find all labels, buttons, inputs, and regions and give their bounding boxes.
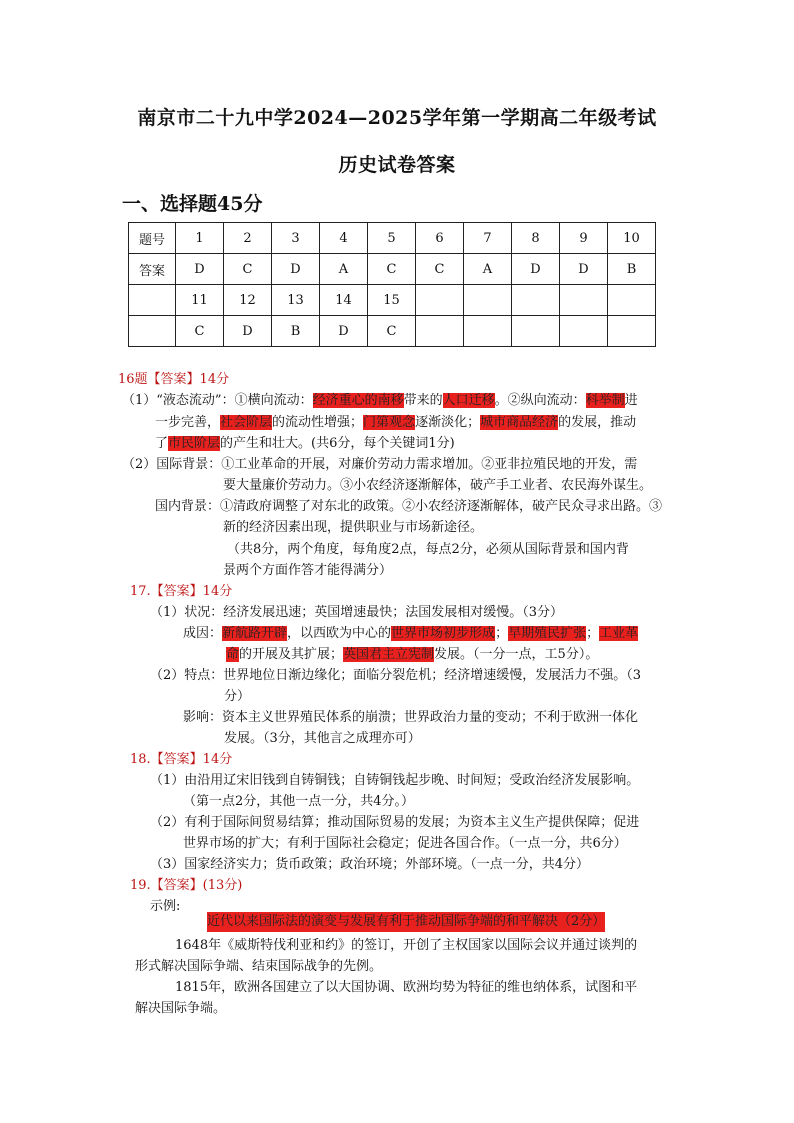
q16-line: 要大量廉价劳动力。③小农经济逐渐解体，破产手工业者、农民海外谋生。 xyxy=(223,478,653,493)
table-cell xyxy=(464,285,512,316)
table-cell: D xyxy=(224,316,272,347)
table-cell: A xyxy=(320,254,368,285)
table-cell: C xyxy=(368,316,416,347)
q16-heading: 16题【答案】14分 xyxy=(118,372,230,387)
table-row xyxy=(129,285,656,316)
q19-line: 示例: xyxy=(150,899,181,914)
table-cell: 15 xyxy=(368,285,416,316)
q19-line: 1815年，欧洲各国建立了以大国协调、欧洲均势为特征的维也纳体系，试图和平 xyxy=(175,980,638,995)
table-cell: 6 xyxy=(416,223,464,254)
q19-line: 1648年《威斯特伐利亚和约》的签订，开创了主权国家以国际会议并通过谈判的 xyxy=(175,938,638,953)
q18-line: （第一点2分，其他一点一分，共4分。） xyxy=(183,794,415,809)
table-cell xyxy=(464,316,512,347)
keyword-highlight: 英国君主立宪制 xyxy=(343,647,435,662)
keyword-highlight: 社会阶层 xyxy=(220,415,273,430)
keyword-highlight: 新航路开辟 xyxy=(222,626,288,641)
keyword-highlight: 城市商品经济 xyxy=(480,415,559,430)
table-cell xyxy=(512,316,560,347)
text: ； xyxy=(495,626,509,641)
q17-line: 影响：资本主义世界殖民体系的崩溃；世界政治力量的变动；不利于欧洲一体化 xyxy=(183,710,639,725)
table-cell: 10 xyxy=(608,223,656,254)
table-cell xyxy=(129,316,176,347)
text: 。②纵向流动： xyxy=(494,393,586,408)
table-cell: 8 xyxy=(512,223,560,254)
table-cell: D xyxy=(176,254,224,285)
q18-line: 世界市场的扩大；有利于国际社会稳定；促进各国合作。（一点一分，共6分） xyxy=(183,836,627,851)
table-cell: C xyxy=(224,254,272,285)
q16-line: （共8分，两个角度，每角度2点，每点2分，必须从国际背景和国内背 xyxy=(227,542,629,557)
table-cell xyxy=(608,316,656,347)
table-cell xyxy=(560,316,608,347)
table-cell: 11 xyxy=(176,285,224,316)
table-row xyxy=(129,254,656,285)
table-cell: 2 xyxy=(224,223,272,254)
table-cell: D xyxy=(512,254,560,285)
text: ； xyxy=(586,626,600,641)
q18-line: （2）有利于国际间贸易结算；推动国际贸易的发展；为资本主义生产提供保障；促进 xyxy=(150,815,640,830)
q17-line: （2）特点：世界地位日渐边缘化；面临分裂危机；经济增速缓慢，发展活力不强。（3 xyxy=(150,668,642,683)
text: 带来的 xyxy=(403,393,443,408)
table-cell: C xyxy=(416,254,464,285)
text: 了 xyxy=(155,436,169,451)
keyword-highlight: 世界市场初步形成 xyxy=(391,626,496,641)
text: （1）“液态流动”：①横向流动： xyxy=(122,393,313,408)
text: 的开展及其扩展； xyxy=(239,647,344,662)
keyword-highlight: 早期殖民扩张 xyxy=(508,626,587,641)
table-cell: B xyxy=(608,254,656,285)
q19-line: 形式解决国际争端、结束国际战争的先例。 xyxy=(135,959,383,974)
q16-line: 新的经济因素出现，提供职业与市场新途径。 xyxy=(223,520,484,535)
table-cell: C xyxy=(176,316,224,347)
q16-line: 国内背景：①清政府调整了对东北的政策。②小农经济逐渐解体，破产民众寻求出路。③ xyxy=(155,499,663,514)
q19-heading: 19.【答案】(13分) xyxy=(130,878,243,893)
keyword-highlight: 命 xyxy=(226,647,240,662)
q16-line: （2）国际背景：①工业革命的开展，对廉价劳动力需求增加。②亚非拉殖民地的开发，需 xyxy=(122,457,638,472)
table-cell: 1 xyxy=(176,223,224,254)
text: 逐渐淡化； xyxy=(415,415,481,430)
table-cell: D xyxy=(560,254,608,285)
page-subtitle: 历史试卷答案 xyxy=(338,154,456,176)
table-cell: 9 xyxy=(560,223,608,254)
table-row xyxy=(129,223,656,254)
section-heading: 一、选择题45分 xyxy=(122,193,263,215)
q18-line: （1）由沿用辽宋旧钱到自铸铜钱；自铸铜钱起步晚、时间短；受政治经济发展影响。 xyxy=(150,773,640,788)
text: 发展。（一分一点，工5分）。 xyxy=(434,647,599,662)
text: ，以西欧为中心的 xyxy=(287,626,392,641)
q17-line: 发展。（3分，其他言之成理亦可） xyxy=(224,731,421,746)
table-cell: 题号 xyxy=(129,223,176,254)
table-cell: 4 xyxy=(320,223,368,254)
answer-table xyxy=(128,222,656,347)
q18-line: （3）国家经济实力；货币政策；政治环境；外部环境。（一点一分，共4分） xyxy=(150,857,590,872)
q17-line xyxy=(226,645,598,665)
q17-line: （1）状况：经济发展迅速；英国增速最快；法国发展相对缓慢。（3分） xyxy=(150,605,564,620)
text: 成因： xyxy=(183,626,223,641)
table-cell xyxy=(129,285,176,316)
text: 的发展，推动 xyxy=(558,415,637,430)
table-cell: 7 xyxy=(464,223,512,254)
keyword-highlight: 门第观念 xyxy=(363,415,416,430)
table-cell: B xyxy=(272,316,320,347)
table-cell: 12 xyxy=(224,285,272,316)
q16-line xyxy=(122,391,638,411)
table-cell xyxy=(416,316,464,347)
text: 的产生和壮大。(共6分，每个关键词1分) xyxy=(220,436,455,451)
table-cell: D xyxy=(272,254,320,285)
page-title: 南京市二十九中学2024—2025学年第一学期高二年级考试 xyxy=(137,107,657,129)
table-row xyxy=(129,316,656,347)
table-cell: 3 xyxy=(272,223,320,254)
q16-line: 景两个方面作答才能得满分） xyxy=(223,563,393,578)
thesis-box: 近代以来国际法的演变与发展有利于推动国际争端的和平解决（2分） xyxy=(207,912,605,932)
table-cell xyxy=(560,285,608,316)
q18-heading: 18.【答案】14分 xyxy=(130,752,233,767)
table-cell: A xyxy=(464,254,512,285)
text: 一步完善， xyxy=(155,415,221,430)
table-cell: C xyxy=(368,254,416,285)
table-cell: 13 xyxy=(272,285,320,316)
q17-line xyxy=(183,624,638,644)
table-cell: 14 xyxy=(320,285,368,316)
keyword-highlight: 科举制 xyxy=(585,393,625,408)
table-cell: 5 xyxy=(368,223,416,254)
q16-line xyxy=(155,413,636,433)
table-cell: D xyxy=(320,316,368,347)
keyword-highlight: 人口迁移 xyxy=(442,393,495,408)
text: 的流动性增强； xyxy=(272,415,364,430)
q17-heading: 17.【答案】14分 xyxy=(130,584,233,599)
q16-line xyxy=(155,434,455,454)
q17-line: 分） xyxy=(224,689,251,704)
keyword-highlight: 工业革 xyxy=(599,626,639,641)
table-cell: 答案 xyxy=(129,254,176,285)
text: 进 xyxy=(624,393,638,408)
keyword-highlight: 市民阶层 xyxy=(168,436,221,451)
table-cell xyxy=(512,285,560,316)
table-cell xyxy=(416,285,464,316)
keyword-highlight: 经济重心的南移 xyxy=(312,393,404,408)
q19-line: 解决国际争端。 xyxy=(135,1001,227,1016)
table-cell xyxy=(608,285,656,316)
